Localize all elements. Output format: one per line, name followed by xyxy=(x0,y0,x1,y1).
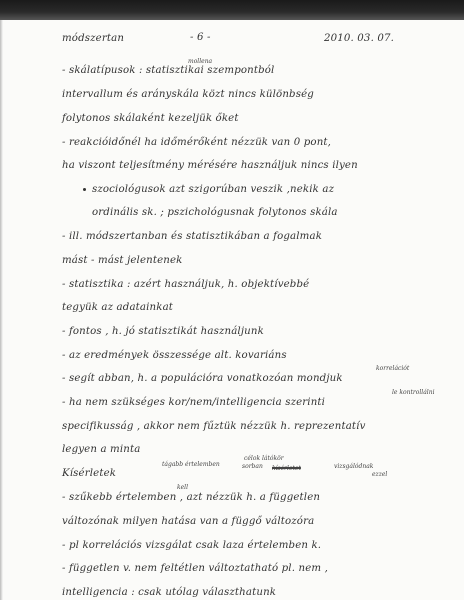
note-line: intelligencia : csak utólag választhatunk xyxy=(62,587,277,598)
bullet-dot xyxy=(83,188,86,191)
note-line: - az eredmények összessége alt. kovariáns xyxy=(62,350,287,361)
note-line: tegyük az adatainkat xyxy=(62,302,174,313)
annotation-vizsgalodnak: vizsgálódnak xyxy=(334,463,374,470)
note-line: - reakcióidőnél ha időmérőként nézzük van 0 pont, xyxy=(62,137,332,148)
note-line: - segít abban, h. a populációra vonatkozóan mondjuk xyxy=(62,373,343,384)
note-line: szociológusok azt szigorúban veszik ,nekik az xyxy=(92,184,335,195)
note-line: folytonos skálaként kezeljük őket xyxy=(62,113,239,124)
annotation-le-kontrollalni: le kontrollálni xyxy=(392,389,435,396)
note-line: ha viszont teljesítmény mérésére használjuk nincs ilyen xyxy=(62,160,358,171)
annotation-mollena: mollena xyxy=(188,58,213,65)
note-line: - ill. módszertanban és statisztikában a fogalmak xyxy=(62,231,323,242)
note-line: - skálatípusok : statisztikai szempontból xyxy=(62,65,275,76)
note-line: - szűkebb értelemben , azt nézzük h. a független xyxy=(62,492,321,503)
annotation-sorban: sorban xyxy=(242,463,263,470)
note-line: ordinális sk. ; pszichológusnak folytonos skála xyxy=(92,207,338,218)
note-line: - pl korrelációs vizsgálat csak laza értelemben k. xyxy=(62,540,322,551)
note-line: - statisztika : azért használjuk, h. objektívebbé xyxy=(62,279,310,290)
note-line: mást - mást jelentenek xyxy=(62,255,183,266)
annotation-cellok: célok látókör xyxy=(244,455,284,462)
note-line: intervallum és arányskála közt nincs különbség xyxy=(62,89,314,100)
note-line: változónak milyen hatása van a függő változóra xyxy=(62,516,315,527)
annotation-korrelaciot: korrelációt xyxy=(376,365,410,372)
header-page-number: - 6 - xyxy=(190,32,211,43)
note-line: - ha nem szükséges kor/nem/intelligencia szerinti xyxy=(62,397,326,408)
scan-shadow-top xyxy=(0,0,464,20)
note-line: specifikusság , akkor nem fűztük nézzük h. reprezentatív xyxy=(62,421,366,432)
annotation-ezzel: ezzel xyxy=(372,471,388,478)
scan-shadow-left xyxy=(0,20,3,600)
section-heading-kiserletek: Kísérletek xyxy=(62,468,117,479)
note-line: - fontos , h. jó statisztikát használjunk xyxy=(62,326,264,337)
annotation-kell: kell xyxy=(177,484,189,491)
note-line: legyen a minta xyxy=(62,444,141,455)
note-line: - független v. nem feltétlen változtatható pl. nem , xyxy=(62,563,328,574)
annotation-tagabb: tágabb értelemben xyxy=(162,461,220,468)
header-subject: módszertan xyxy=(62,33,125,44)
header-date: 2010. 03. 07. xyxy=(324,33,394,44)
annotation-struck-word: kísérletet xyxy=(272,465,301,472)
